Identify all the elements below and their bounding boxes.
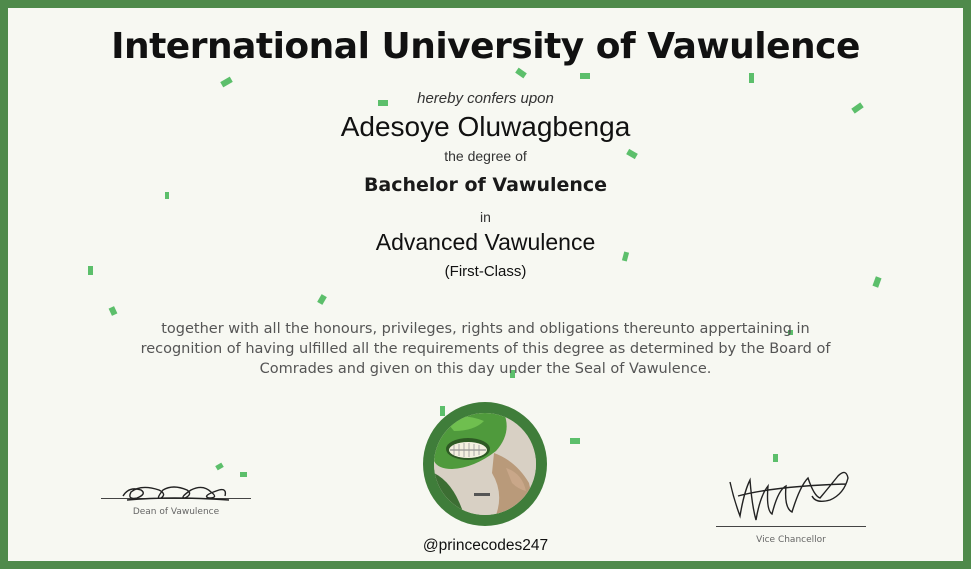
dean-signature — [101, 476, 251, 508]
vice-chancellor-signature-line — [716, 526, 866, 527]
vice-chancellor-signature — [716, 456, 866, 526]
degree-of-text: the degree of — [444, 148, 527, 164]
recipient-name: Adesoye Oluwagbenga — [340, 111, 631, 142]
seal-image — [434, 413, 536, 515]
body-text: together with all the honours, privileges, rights and obligations thereunto appertaining in recognition of having ulfilled all the requirements of this degree as determined by the Board of Comrades and given on this day under the Seal of Vawulence. — [140, 321, 831, 377]
dean-label: Dean of Vawulence — [132, 507, 220, 517]
classification: (First-Class) — [444, 263, 527, 280]
in-text: in — [480, 209, 491, 225]
seal-emblem — [423, 402, 547, 526]
author-handle: @princecodes247 — [422, 537, 549, 554]
vice-chancellor-label: Vice Chancellor — [756, 535, 826, 545]
field-of-study: Advanced Vawulence — [375, 229, 596, 255]
institution-title: International University of Vawulence — [111, 26, 860, 67]
confers-text: hereby confers upon — [417, 90, 554, 107]
vice-chancellor-signature-block — [716, 526, 866, 545]
degree-name: Bachelor of Vawulence — [363, 174, 608, 196]
dean-signature-block — [101, 498, 251, 517]
